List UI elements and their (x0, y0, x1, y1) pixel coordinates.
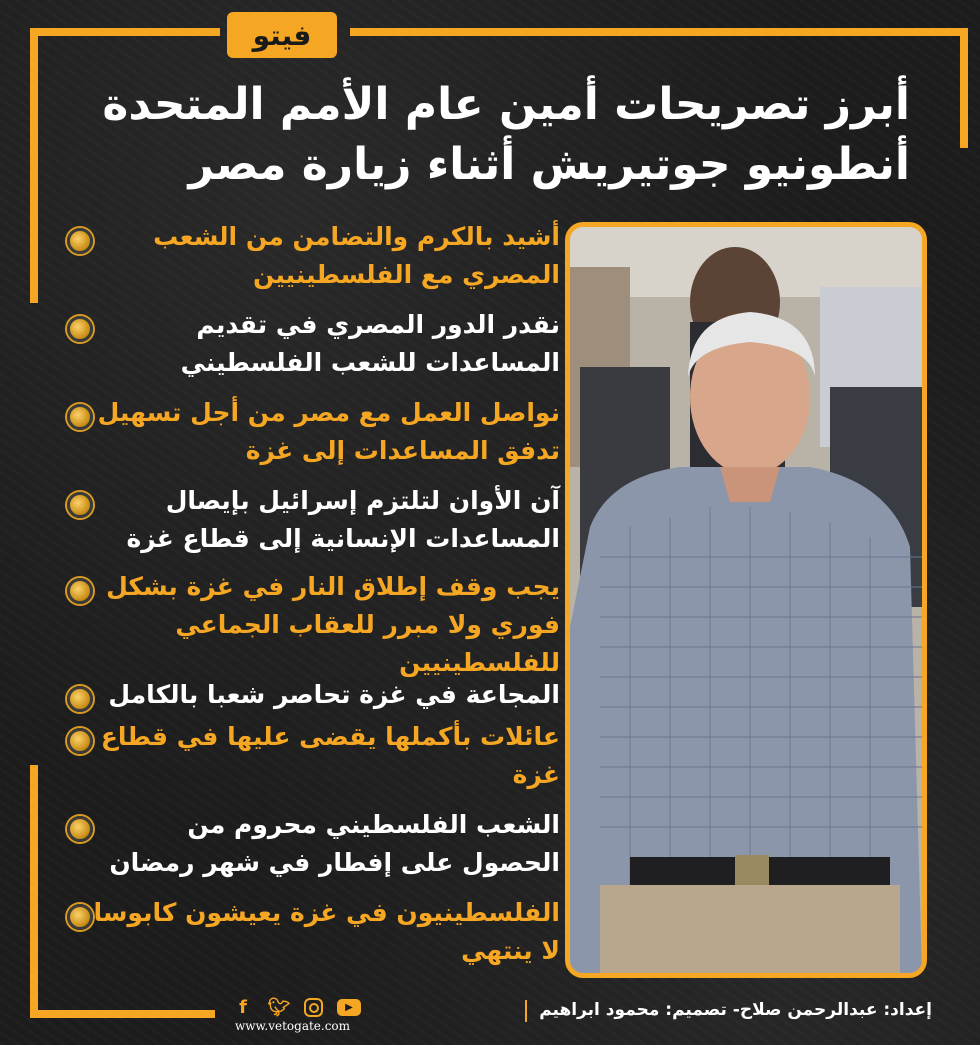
statement-text: نقدر الدور المصري في تقديم المساعدات للشعب الفلسطيني (180, 310, 560, 377)
social-links (232, 996, 361, 1018)
facebook-icon[interactable]: f (239, 996, 247, 1018)
bullet-icon (67, 816, 93, 842)
statement-text: الشعب الفلسطيني محروم من الحصول على إفطار في شهر رمضان (109, 810, 560, 877)
list-item (55, 894, 560, 970)
page-title-line-1: أبرز تصريحات أمين عام الأمم المتحدة (102, 79, 910, 130)
bullet-icon (67, 404, 93, 430)
footer-divider (525, 1000, 527, 1022)
list-item (55, 394, 560, 470)
frame-line-top-right (350, 28, 968, 36)
bullet-icon (67, 492, 93, 518)
list-item (55, 218, 560, 294)
statement-text: نواصل العمل مع مصر من أجل تسهيل تدفق المساعدات إلى غزة (97, 398, 560, 465)
bullet-icon (67, 578, 93, 604)
list-item (55, 306, 560, 382)
bullet-icon (67, 316, 93, 342)
statement-text: عائلات بأكملها يقضى عليها في قطاع غزة (100, 722, 560, 789)
bullet-icon (67, 728, 93, 754)
list-item (55, 482, 560, 558)
statement-text: المجاعة في غزة تحاصر شعبا بالكامل (108, 680, 560, 709)
list-item (55, 676, 560, 714)
frame-line-top-left (30, 28, 220, 36)
list-item (55, 806, 560, 882)
photo-illustration (570, 227, 922, 973)
page-title-line-2: أنطونيو جوتيريش أثناء زيارة مصر (188, 139, 910, 190)
brand-logo[interactable] (227, 12, 337, 58)
bullet-icon (67, 686, 93, 712)
list-item (55, 568, 560, 682)
bullet-icon (67, 904, 93, 930)
footer-credit: إعداد: عبدالرحمن صلاح- تصميم: محمود ابراهيم (539, 1000, 932, 1020)
statement-text: أشيد بالكرم والتضامن من الشعب المصري مع الفلسطينيين (153, 222, 560, 289)
frame-line-left-top (30, 28, 38, 303)
twitter-icon[interactable]: 🐦︎ (267, 996, 291, 1018)
list-item (55, 718, 560, 794)
statement-text: الفلسطينيون في غزة يعيشون كابوسا لا ينتهي (93, 898, 560, 965)
frame-line-left-bottom (30, 765, 38, 1015)
guterres-photo (565, 222, 927, 978)
statement-text: يجب وقف إطلاق النار في غزة بشكل فوري ولا مبرر للعقاب الجماعي للفلسطينيين (106, 572, 560, 677)
logo-text: فيتو (252, 18, 312, 52)
bullet-icon (67, 228, 93, 254)
statement-text: آن الأوان لتلتزم إسرائيل بإيصال المساعدات الإنسانية إلى قطاع غزة (126, 486, 560, 553)
instagram-icon[interactable] (304, 998, 323, 1017)
frame-line-bottom (30, 1010, 215, 1018)
frame-line-right-top (960, 28, 968, 148)
youtube-icon[interactable]: ▶ (337, 999, 361, 1016)
website-url[interactable]: www.vetogate.com (235, 1019, 351, 1033)
